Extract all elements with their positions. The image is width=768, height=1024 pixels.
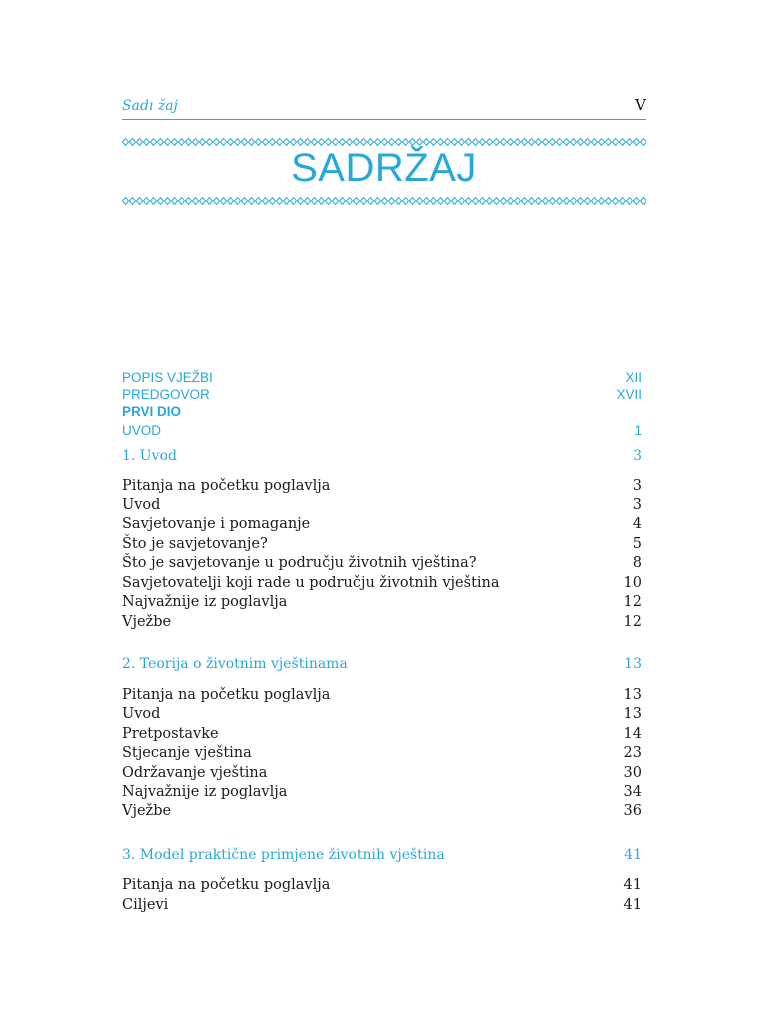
toc-entry-label: Ciljevi (122, 897, 169, 913)
toc-entry-page: 1 (634, 423, 642, 438)
toc-entry-page: 36 (623, 803, 642, 819)
toc-entry-page: 34 (623, 784, 642, 800)
toc-part-heading (122, 402, 642, 422)
toc-entry-label: POPIS VJEŽBI (122, 370, 213, 385)
toc-entry-label: Što je savjetovanje u području životnih vještina? (122, 555, 477, 571)
toc-chapter-heading[interactable] (122, 446, 642, 466)
toc-entry-label: Vježbe (122, 803, 172, 819)
chapter-title: 3. Model praktične primjene životnih vještina (122, 847, 445, 863)
toc-entry[interactable] (122, 612, 642, 632)
chapter-page: 3 (633, 448, 642, 464)
chapter-title: 2. Teorija o životnim vještinama (122, 656, 348, 672)
toc-entry-page: 3 (632, 478, 642, 494)
toc-entry-page: 12 (623, 594, 642, 610)
running-title: Sadı žaj (122, 98, 178, 114)
chapter-title: 1. Uvod (122, 448, 177, 464)
toc-entry[interactable] (122, 763, 642, 783)
chapter-page: 13 (624, 656, 642, 672)
toc-entry-label: UVOD (122, 423, 162, 438)
toc-entry[interactable] (122, 534, 642, 554)
toc-entry-part-intro[interactable] (122, 421, 642, 441)
toc-entry[interactable] (122, 495, 642, 515)
toc-entry[interactable] (122, 685, 642, 705)
toc-entry-label: PREDGOVOR (122, 387, 210, 402)
toc-entry[interactable] (122, 743, 642, 763)
toc-entry-label: Najvažnije iz poglavlja (122, 594, 288, 610)
toc-entry-page: XII (625, 370, 642, 385)
toc-entry-label: Uvod (122, 497, 161, 513)
toc-entry-label: Pitanja na početku poglavlja (122, 478, 331, 494)
toc-entry-page: 13 (623, 687, 642, 703)
toc-entry[interactable] (122, 592, 642, 612)
toc-entry-page: 30 (623, 765, 642, 781)
toc-entry[interactable] (122, 476, 642, 496)
toc-entry-page: 4 (632, 516, 642, 532)
toc-entry-label: Savjetovanje i pomaganje (122, 516, 311, 532)
toc-entry-label: Pretpostavke (122, 726, 219, 742)
ornament-border-bottom (122, 196, 646, 206)
toc-entry-page: 41 (623, 877, 642, 893)
toc-entry-page: 12 (623, 614, 642, 630)
toc-entry[interactable] (122, 553, 642, 573)
toc-entry[interactable] (122, 801, 642, 821)
toc-entry-label: Pitanja na početku poglavlja (122, 877, 331, 893)
page-title: SADRŽAJ (291, 146, 477, 190)
toc-entry-page: 8 (632, 555, 642, 571)
toc-entry-page: 13 (623, 706, 642, 722)
toc-entry[interactable] (122, 573, 642, 593)
toc-entry-label: Savjetovatelji koji rade u području životnih vještina (122, 575, 500, 591)
toc-entry-label: Što je savjetovanje? (122, 536, 268, 552)
toc-entry-page: XVII (616, 387, 642, 402)
toc-entry[interactable] (122, 875, 642, 895)
toc-entry-page: 5 (632, 536, 642, 552)
toc-entry-page: 23 (623, 745, 642, 761)
chapter-page: 41 (624, 847, 642, 863)
toc-entry[interactable] (122, 704, 642, 724)
part-heading-label: PRVI DIO (122, 404, 182, 419)
toc-entry[interactable] (122, 782, 642, 802)
toc-entry-label: Održavanje vještina (122, 765, 268, 781)
toc-entry-label: Najvažnije iz poglavlja (122, 784, 288, 800)
toc-entry-label: Vježbe (122, 614, 172, 630)
toc-entry-page: 41 (623, 897, 642, 913)
toc-entry-label: Stjecanje vještina (122, 745, 252, 761)
toc-entry[interactable] (122, 724, 642, 744)
toc-entry[interactable] (122, 514, 642, 534)
toc-entry-page: 10 (623, 575, 642, 591)
toc-entry-page: 14 (623, 726, 642, 742)
toc-entry-label: Uvod (122, 706, 161, 722)
header-rule (122, 119, 646, 120)
toc-entry-page: 3 (632, 497, 642, 513)
toc-entry-label: Pitanja na početku poglavlja (122, 687, 331, 703)
toc-entry[interactable] (122, 895, 642, 915)
toc-chapter-heading[interactable] (122, 845, 642, 865)
running-head (122, 98, 646, 116)
page-number: V (635, 96, 646, 114)
toc-chapter-heading[interactable] (122, 654, 642, 674)
